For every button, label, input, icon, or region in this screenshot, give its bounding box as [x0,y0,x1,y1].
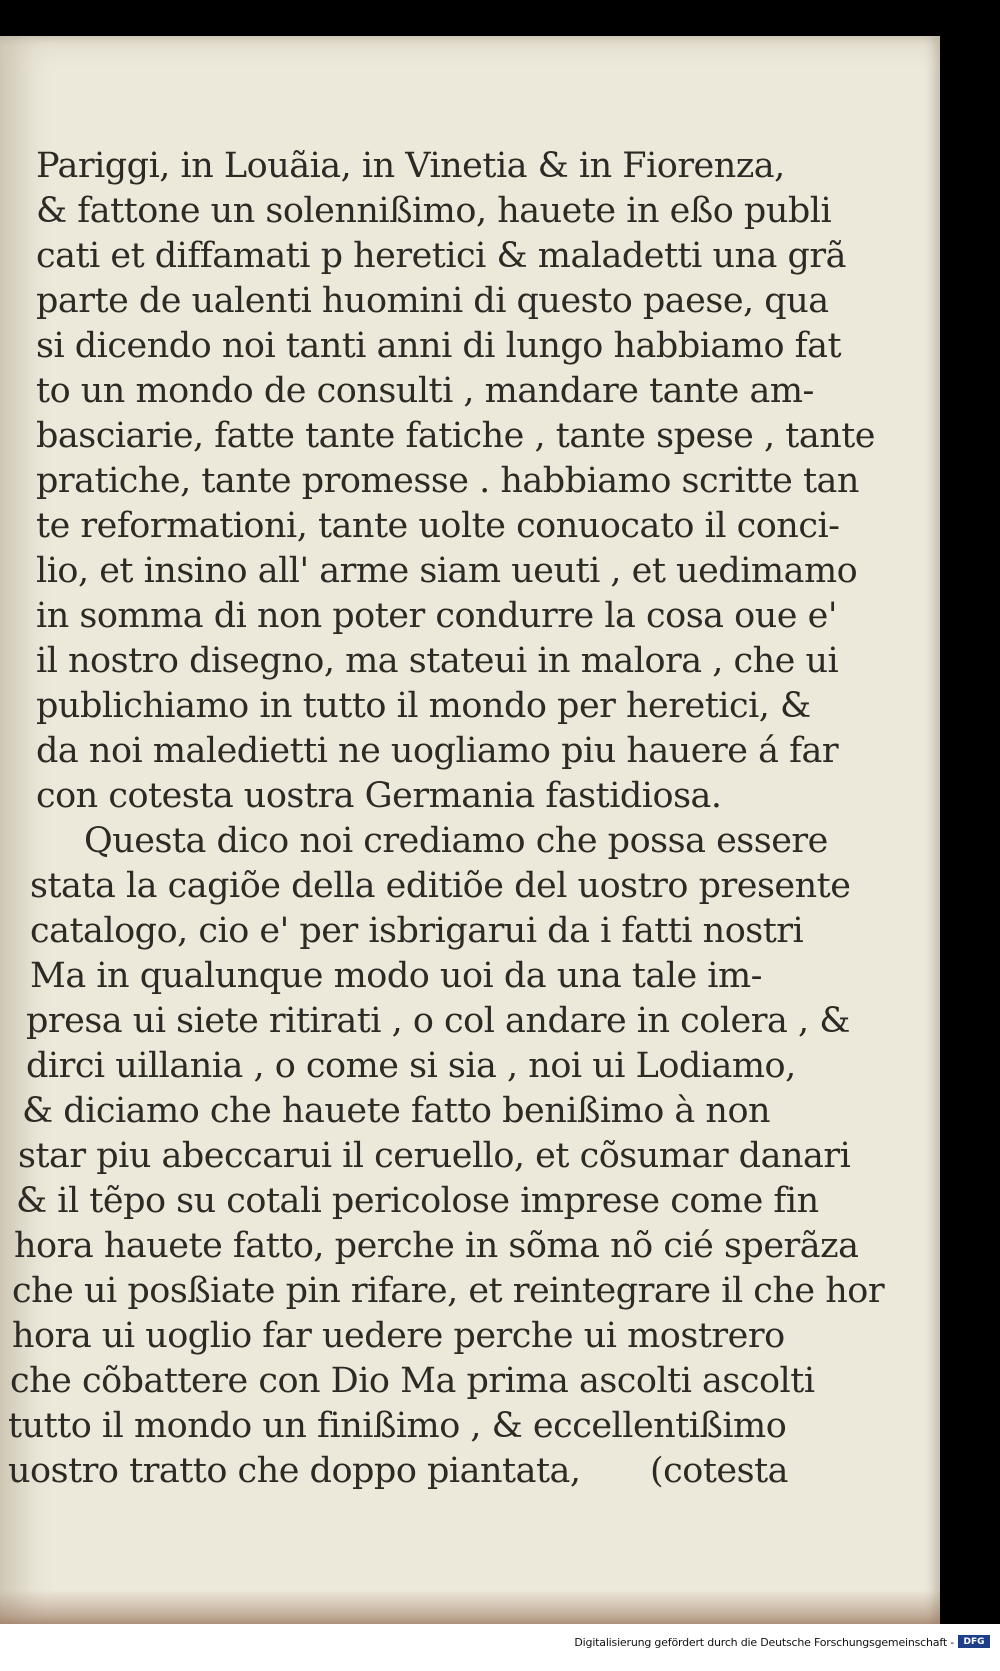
text-line: che ui posßiate pin rifare, et reintegrare il che hor [12,1271,885,1311]
text-line: da noi maledietti ne uogliamo piu hauere á far [36,731,839,771]
book-page [0,36,940,1624]
text-line: lio, et insino all' arme siam ueuti , et uedimamo [36,551,858,591]
footer-bar [0,1624,1000,1671]
text-line: in somma di non poter condurre la cosa oue e' [36,596,837,636]
text-line: il nostro disegno, ma stateui in malora , che ui [36,641,839,681]
text-line: hora hauete fatto, perche in sõma nõ cié sperãza [14,1226,859,1266]
text-line: & fattone un solennißimo, hauete in eßo publi [36,191,832,231]
text-line: tutto il mondo un finißimo , & eccellentißimo [8,1406,787,1446]
text-line: con cotesta uostra Germania fastidiosa. [36,776,722,816]
text-line: stata la cagiõe della editiõe del uostro presente [30,866,851,906]
text-line: si dicendo noi tanti anni di lungo habbiamo fat [36,326,842,366]
catchword: (cotesta [650,1451,788,1491]
footer-credit: Digitalisierung gefördert durch die Deutsche Forschungsgemeinschaft - [574,1636,954,1649]
text-line: pratiche, tante promesse . habbiamo scritte tan [36,461,859,501]
text-line: Ma in qualunque modo uoi da una tale im- [30,956,763,996]
text-line: & il tẽpo su cotali pericolose imprese come fin [16,1181,819,1221]
text-line: hora ui uoglio far uedere perche ui mostrero [12,1316,785,1356]
text-line: Pariggi, in Louãia, in Vinetia & in Fiorenza, [36,146,785,186]
text-line: cati et diffamati p heretici & maladetti una grã [36,236,847,276]
text-line: dirci uillania , o come si sia , noi ui Lodiamo, [26,1046,796,1086]
text-line: to un mondo de consulti , mandare tante am- [36,371,814,411]
text-line: & diciamo che hauete fatto benißimo à non [22,1091,771,1131]
text-line: publichiamo in tutto il mondo per heretici, & [36,686,811,726]
text-line: catalogo, cio e' per isbrigarui da i fatti nostri [30,911,804,951]
text-line: Questa dico noi crediamo che possa essere [84,821,828,861]
text-line: presa ui siete ritirati , o col andare in colera , & [26,1001,850,1041]
text-line: basciarie, fatte tante fatiche , tante spese , tante [36,416,876,456]
text-line: te reformationi, tante uolte conuocato il conci- [36,506,840,546]
dfg-logo-icon: DFG [958,1635,990,1648]
text-line: uostro tratto che doppo piantata, [8,1451,581,1491]
text-line: star piu abeccarui il ceruello, et cõsumar danari [18,1136,851,1176]
text-line: che cõbattere con Dio Ma prima ascolti ascolti [10,1361,815,1401]
text-line: parte de ualenti huomini di questo paese, qua [36,281,829,321]
